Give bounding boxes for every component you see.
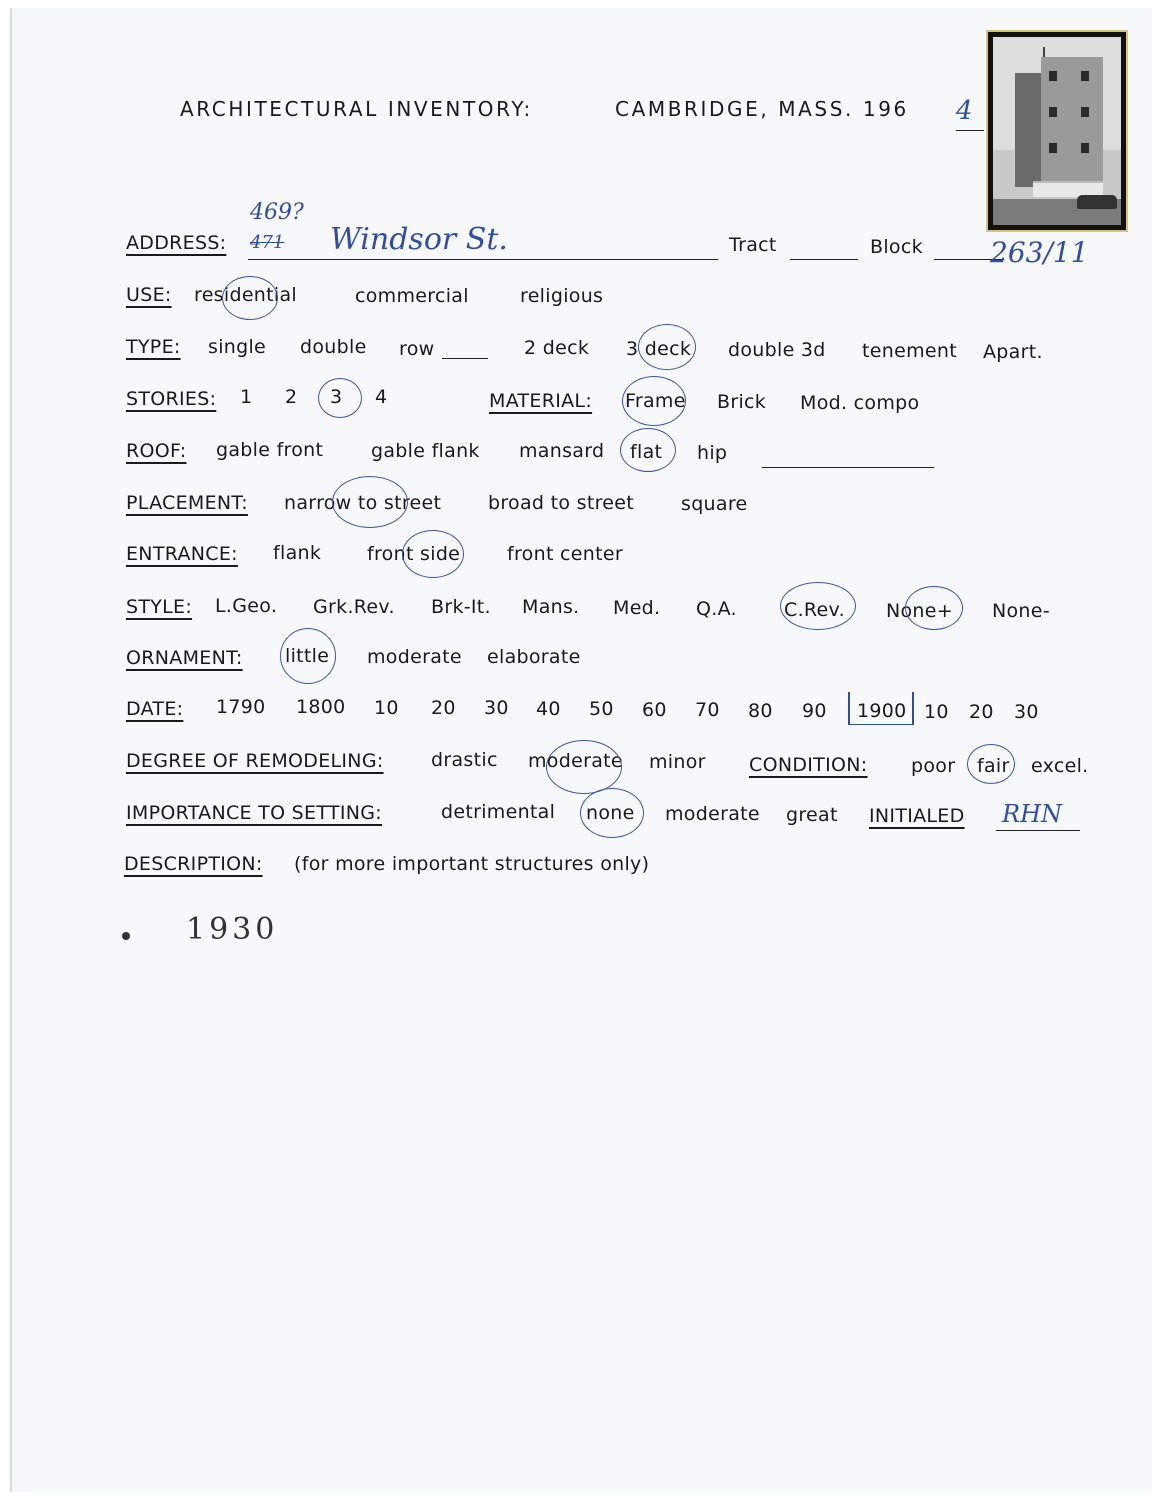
block-label: Block — [870, 236, 923, 258]
circle-importance-none — [580, 788, 644, 838]
style-noneplus: None+ — [886, 600, 953, 622]
address-number-corrected: 469? — [250, 200, 304, 225]
remodeling-label: DEGREE OF REMODELING: — [126, 750, 384, 772]
roof-gable-flank: gable flank — [371, 440, 480, 462]
type-apart: Apart. — [983, 341, 1043, 363]
description-handwritten: 1930 — [186, 912, 279, 947]
ornament-elaborate: elaborate — [487, 646, 581, 668]
material-brick: Brick — [717, 391, 767, 413]
circle-front-side — [402, 530, 464, 578]
use-residential: residential — [194, 284, 298, 306]
ornament-moderate: moderate — [367, 646, 462, 668]
style-noneminus: None- — [992, 600, 1050, 622]
remodeling-drastic: drastic — [431, 749, 498, 771]
type-double: double — [300, 336, 367, 358]
stories-2: 2 — [285, 386, 298, 408]
stories-1: 1 — [240, 386, 253, 408]
roof-label: ROOF: — [126, 440, 187, 462]
form-title: ARCHITECTURAL INVENTORY: — [180, 97, 533, 121]
importance-great: great — [786, 804, 838, 826]
date-1930: 30 — [1014, 701, 1039, 723]
date-30: 30 — [484, 697, 509, 719]
type-tenement: tenement — [862, 340, 957, 362]
material-modcompo: Mod. compo — [800, 392, 920, 414]
date-60: 60 — [642, 699, 667, 721]
entrance-label: ENTRANCE: — [126, 543, 238, 565]
use-label: USE: — [126, 284, 172, 306]
date-1920: 20 — [969, 701, 994, 723]
date-1910: 10 — [924, 701, 949, 723]
condition-poor: poor — [911, 755, 956, 777]
entrance-front-side: front side — [367, 543, 461, 565]
style-brkit: Brk-It. — [431, 596, 491, 618]
style-mans: Mans. — [522, 596, 580, 618]
date-40: 40 — [536, 698, 561, 720]
date-1900: 1900 — [857, 700, 907, 722]
date-70: 70 — [695, 699, 720, 721]
importance-detrimental: detrimental — [441, 801, 556, 823]
address-label: ADDRESS: — [126, 232, 227, 254]
block-value: 263/11 — [990, 236, 1089, 269]
date-50: 50 — [589, 698, 614, 720]
remodeling-minor: minor — [649, 751, 706, 773]
address-number-struck: 471 — [250, 232, 285, 253]
importance-label: IMPORTANCE TO SETTING: — [126, 802, 382, 824]
importance-moderate: moderate — [665, 803, 760, 825]
style-label: STYLE: — [126, 596, 193, 618]
type-row: row — [399, 338, 435, 360]
tract-label: Tract — [729, 234, 777, 256]
circle-fair — [967, 744, 1015, 784]
description-note: (for more important structures only) — [294, 853, 650, 875]
type-double3d: double 3d — [728, 339, 826, 361]
date-1800: 1800 — [296, 696, 346, 718]
circle-flat — [620, 428, 676, 472]
circle-frame — [622, 376, 686, 426]
date-label: DATE: — [126, 698, 184, 720]
material-label: MATERIAL: — [489, 390, 593, 412]
roof-mansard: mansard — [519, 440, 605, 462]
placement-broad: broad to street — [488, 492, 635, 514]
entrance-front-center: front center — [507, 543, 623, 565]
circle-residential — [222, 276, 278, 320]
ornament-label: ORNAMENT: — [126, 647, 243, 669]
bracket-1900 — [848, 692, 914, 725]
stories-3: 3 — [330, 386, 343, 408]
date-1790: 1790 — [216, 696, 266, 718]
stories-4: 4 — [375, 386, 388, 408]
roof-gable-front: gable front — [216, 439, 324, 461]
address-street: Windsor St. — [330, 222, 508, 257]
use-commercial: commercial — [355, 285, 469, 307]
placement-square: square — [681, 493, 748, 515]
type-2deck: 2 deck — [524, 337, 590, 359]
year-digit: 4 — [956, 96, 973, 126]
stories-label: STORIES: — [126, 388, 217, 410]
type-3deck: 3 deck — [626, 338, 692, 360]
circle-stories-3 — [318, 378, 362, 418]
roof-flat: flat — [630, 441, 663, 463]
importance-none: none — [586, 802, 635, 824]
style-qa: Q.A. — [696, 598, 737, 620]
type-label: TYPE: — [126, 336, 181, 358]
placement-label: PLACEMENT: — [126, 492, 248, 514]
ornament-little: little — [285, 645, 330, 667]
remodeling-moderate: moderate — [528, 750, 623, 772]
circle-crev — [780, 582, 856, 630]
entrance-flank: flank — [273, 542, 322, 564]
style-med: Med. — [613, 597, 661, 619]
date-20: 20 — [431, 697, 456, 719]
roof-hip: hip — [697, 442, 728, 464]
condition-label: CONDITION: — [749, 754, 868, 776]
material-frame: Frame — [625, 390, 686, 412]
condition-fair: fair — [977, 755, 1010, 777]
style-crev: C.Rev. — [784, 599, 845, 621]
circle-remodel-moderate — [546, 740, 622, 794]
date-90: 90 — [802, 700, 827, 722]
date-10: 10 — [374, 697, 399, 719]
circle-narrow — [332, 476, 408, 528]
style-grkrev: Grk.Rev. — [313, 596, 395, 618]
ink-dot — [122, 932, 130, 940]
placement-narrow: narrow to street — [284, 492, 442, 514]
initialed-label: INITIALED — [869, 805, 965, 827]
description-label: DESCRIPTION: — [124, 853, 263, 875]
initialed-value: RHN — [1002, 800, 1062, 828]
form-location: CAMBRIDGE, MASS. 196 — [615, 97, 909, 121]
circle-3deck — [638, 324, 696, 370]
building-photo — [986, 30, 1128, 232]
type-single: single — [208, 336, 267, 358]
circle-noneplus — [905, 586, 963, 630]
date-80: 80 — [748, 700, 773, 722]
circle-little — [280, 628, 336, 684]
style-lgeo: L.Geo. — [215, 595, 278, 617]
use-religious: religious — [520, 285, 604, 307]
condition-excel: excel. — [1031, 755, 1089, 777]
